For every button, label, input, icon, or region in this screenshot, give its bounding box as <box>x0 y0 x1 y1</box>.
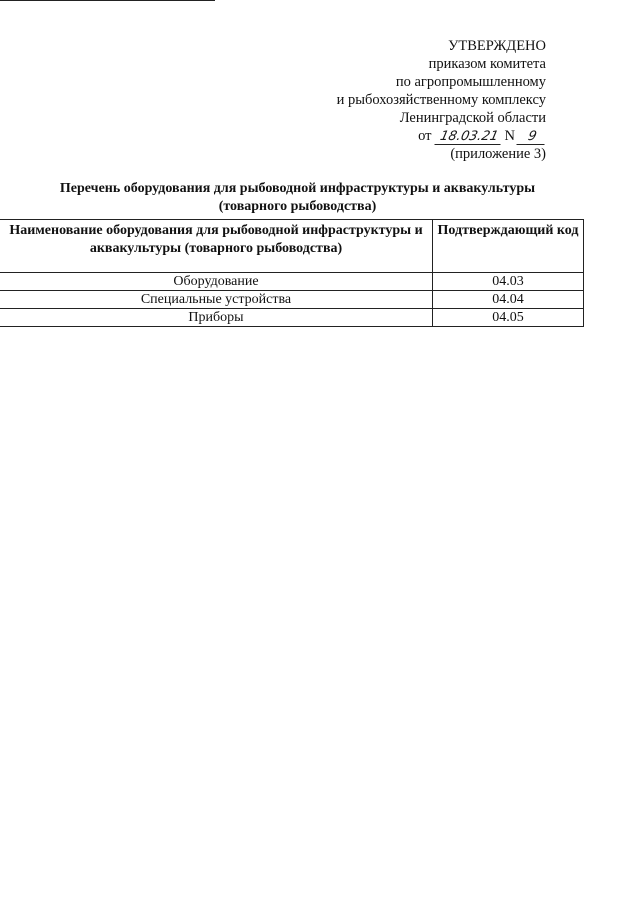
table-row <box>0 309 584 327</box>
row-code: 04.03 <box>433 273 584 291</box>
title-line-1: Перечень оборудования для рыбоводной инфраструктуры и аквакультуры <box>59 181 536 196</box>
approval-line-3: и рыбохозяйственному комплексу <box>336 92 546 108</box>
row-code: 04.05 <box>433 309 584 327</box>
order-date-line <box>337 127 546 145</box>
table-header-row <box>0 220 584 273</box>
row-name: Специальные устройства <box>0 291 433 309</box>
row-code: 04.04 <box>433 291 584 309</box>
table-row <box>0 291 584 309</box>
date-prefix: от <box>418 128 432 144</box>
appendix-label: (приложение 3) <box>450 146 546 162</box>
table-row <box>0 273 584 291</box>
header-code: Подтверждающий код <box>433 220 584 273</box>
equipment-table <box>0 219 584 327</box>
top-rule <box>0 0 215 1</box>
approval-line-2: по агропромышленному <box>395 74 546 90</box>
row-name: Оборудование <box>0 273 433 291</box>
approval-block <box>337 37 546 163</box>
title-line-2: (товарного рыбоводства) <box>218 199 377 214</box>
handwritten-date: 18.03.21 <box>434 130 503 145</box>
row-name: Приборы <box>0 309 433 327</box>
number-sign: N <box>504 128 515 144</box>
handwritten-order-number: 9 <box>516 130 547 145</box>
approval-line-4: Ленинградской области <box>399 110 546 126</box>
approval-title: УТВЕРЖДЕНО <box>448 38 546 54</box>
approval-line-1: приказом комитета <box>428 56 546 72</box>
document-title <box>20 180 575 216</box>
header-name: Наименование оборудования для рыбоводной инфраструктуры и аквакультуры (товарного рыбоводства) <box>0 220 433 273</box>
table-body <box>0 273 584 327</box>
